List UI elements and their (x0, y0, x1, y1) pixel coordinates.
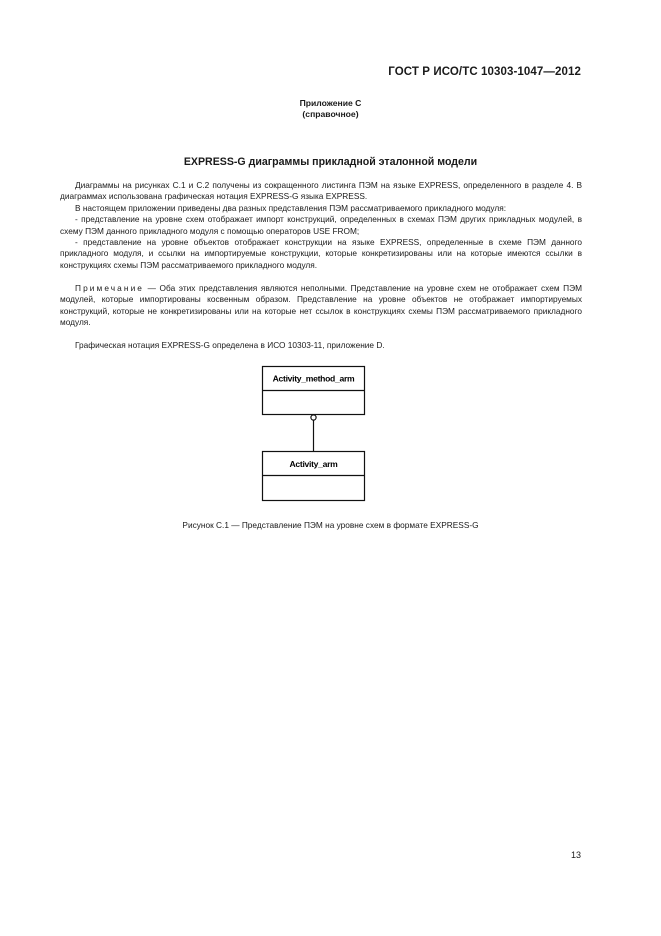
entity-box-upper (263, 367, 365, 415)
entity-box-lower (263, 452, 365, 501)
note-label: Примечание (75, 283, 145, 293)
use-from-circle-icon (311, 415, 316, 420)
figure-caption: Рисунок С.1 — Представление ПЭМ на уровне схем в формате EXPRESS-G (182, 520, 479, 530)
note-paragraph (60, 283, 582, 329)
page-number: 13 (570, 850, 581, 860)
notation-reference (60, 340, 582, 351)
relationship-line (311, 415, 316, 452)
standard-code: ГОСТ Р ИСО/ТС 10303-1047—2012 (388, 66, 581, 78)
paragraph: - представление на уровне объектов отображает конструкции на языке EXPRESS, определенные в схеме ПЭМ данного прикладного модуля, и ссылки на импортируемые конструкции, которые конкретизированы или на которые имеются ссылки в конструкциях схемы ПЭМ рассматриваемого прикладного модуля. (60, 237, 582, 270)
express-g-diagram (255, 362, 375, 508)
lower-entity-name: Activity_arm (289, 459, 338, 469)
paragraph: В настоящем приложении приведены два разных представления ПЭМ рассматриваемого прикладного модуля: (75, 202, 506, 213)
paragraph: - представление на уровне схем отображает импорт конструкций, определенных в схемах ПЭМ других прикладных модулей, в схему ПЭМ данного прикладного модуля с помощью операторов USE FROM; (60, 214, 582, 236)
intro-text (60, 180, 582, 271)
annex-status: (справочное) (302, 109, 359, 119)
note-text: — Оба этих представления являются неполными. Представление на уровне схем не отображает схем ПЭМ модулей, которые импортированы косвенным образом. Представление на уровне объектов не отображает импортируемых конструкций, которые не конкретизированы или на которые нет ссылок в конструкциях схемы ПЭМ рассматриваемого прикладного модуля. (60, 283, 582, 328)
section-title: EXPRESS-G диаграммы прикладной эталонной модели (183, 156, 478, 168)
upper-entity-name: Activity_method_arm (272, 373, 355, 384)
note-block (60, 283, 582, 329)
annex-title: Приложение С (299, 98, 362, 108)
paragraph: Диаграммы на рисунках С.1 и С.2 получены из сокращенного листинга ПЭМ на языке EXPRESS, определенного в разделе 4. В диаграммах использована графическая нотация EXPRESS-G языка EXPRESS. (60, 180, 582, 202)
annex-heading (0, 98, 661, 120)
paragraph: Графическая нотация EXPRESS-G определена в ИСО 10303-11, приложение D. (75, 340, 385, 350)
